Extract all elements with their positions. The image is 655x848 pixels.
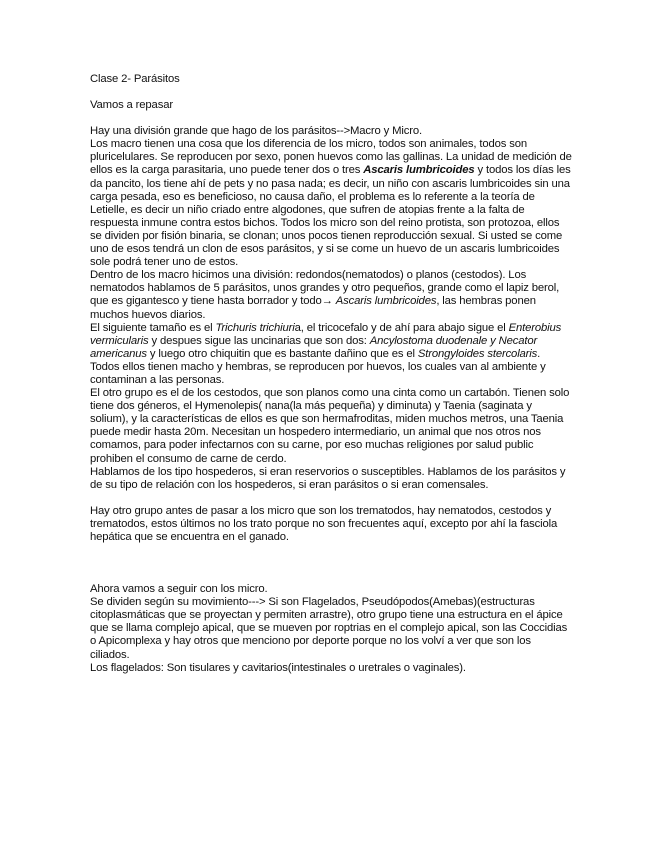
species-name: Strongyloides stercolaris	[417, 347, 538, 360]
text-run: y luego otro chiquitin que es bastante dañino que es el	[146, 347, 418, 360]
text-run: a, el tricocefalo y de ahí para abajo sigue el	[294, 321, 509, 334]
text-run: Ahora vamos a seguir con los micro.	[90, 583, 268, 596]
text-run: Hay una división grande que hago de los parásitos-->Macro y Micro.	[90, 125, 423, 138]
species-name: Ascaris lumbricoides	[335, 295, 437, 308]
document-body	[90, 73, 572, 675]
paragraph-2	[90, 138, 572, 269]
paragraph-7	[90, 505, 572, 544]
text-run: El otro grupo es el de los cestodos, que son planos como una cinta como un cartabón. Tienen solo tiene dos géneros, el Hymenolepis( nana(la más pequeña) y diminuta) y Taenia (saginata y solium), y la características de ellos es que son hermafroditas, miden muchos metros, una Taenia puede medir hasta 20m. Necesitan un hospedero intermediario, un animal que nos otros nos comamos, para poder infectarnos con su carne, por eso muchas religiones por salud public prohiben el consumo de carne de cerdo.	[90, 387, 570, 465]
text-run: Los flagelados: Son tisulares y cavitarios(intestinales o uretrales o vaginales).	[90, 661, 466, 674]
text-run: . Todos ellos tienen macho y hembras, se reproducen por huevos, los cuales van al ambiente y contaminan a las personas.	[90, 347, 546, 386]
text-run: y todos los días les da pancito, los tiene ahí de pets y no pasa nada; es decir, un niño con ascaris lumbricoides sin una carga pesada, eso es beneficioso, no causa daño, el problema es lo referente a la teoría de Letielle, es decir un niño criado entre algodones, que sufren de atopias frente a la falta de respuesta inmune contra estos bichos. Todos los micro son del reino protista, son protozoa, ellos se dividen por fisión binaria, se clonan; unos pocos tienen reproducción sexual. Si usted se come uno de esos tendrá un clon de esos parásitos, y si se come un huevo de un ascaris lumbricoides sole podrá tener uno de estos.	[90, 164, 571, 269]
text-run: Se dividen según su movimiento---> Si son Flagelados, Pseudópodos(Amebas)(estructuras citoplasmáticas que se proyectan y permiten arrastre), otro grupo tiene una estructura en el ápice que se llama complejo apical, que se mueven por roptrias en el complejo apical, son las Coccidias o Apicomplexa y hay otros que menciono por deporte porque no los volví a ver que son los ciliados.	[90, 596, 568, 661]
paragraph-5	[90, 387, 572, 466]
paragraph-6	[90, 466, 572, 492]
document-subtitle: Vamos a repasar	[90, 99, 173, 112]
paragraph-8	[90, 583, 572, 596]
text-run: Los macro tienen una cosa que los diferencia de los micro, todos son animales, todos son pluricelulares. Se reproducen por sexo, ponen huevos como las gallinas. La unidad de medición de ellos es la carga parasitaria, uno puede tener dos o tres	[90, 138, 572, 177]
text-run: , las hembras ponen muchos huevos diarios.	[90, 295, 536, 321]
paragraph-10	[90, 662, 572, 675]
paragraph-3	[90, 269, 572, 321]
paragraph-1	[90, 125, 572, 138]
text-run: y despues sigue las uncinarias que son dos:	[148, 334, 370, 347]
species-name: Ascaris lumbricoides	[363, 164, 475, 177]
paragraph-4	[90, 322, 572, 387]
text-run: y	[487, 334, 499, 347]
document-title: Clase 2- Parásitos	[90, 73, 180, 85]
species-name: Enterobius vermicularis	[90, 321, 562, 347]
text-run: El siguiente tamaño es el	[90, 321, 216, 334]
species-name: Ancylostoma duodenale	[369, 334, 488, 347]
text-run: Hablamos de los tipo hospederos, si eran reservorios o susceptibles. Hablamos de los parásitos y de su tipo de relación con los hospederos, si eran parásitos o si eran comensales.	[90, 465, 566, 491]
species-name: Necator americanus	[90, 334, 538, 360]
species-name: Trichuris trichiuri	[215, 321, 295, 334]
paragraph-9	[90, 596, 572, 661]
text-run: Dentro de los macro hicimos una división: redondos(nematodos) o planos (cestodos). Los nematodos hablamos de 5 parásitos, unos grandes y otro pequeños, grande como el lapiz berol, que es gigantesco y tiene hasta borrador y todo→	[90, 269, 560, 308]
text-run: Hay otro grupo antes de pasar a los micro que son los trematodos, hay nematodos, cestodos y trematodos, estos últimos no los trato porque no son frecuentes aquí, excepto por ahí la fasciola hepática que se encuentra en el ganado.	[90, 504, 558, 543]
